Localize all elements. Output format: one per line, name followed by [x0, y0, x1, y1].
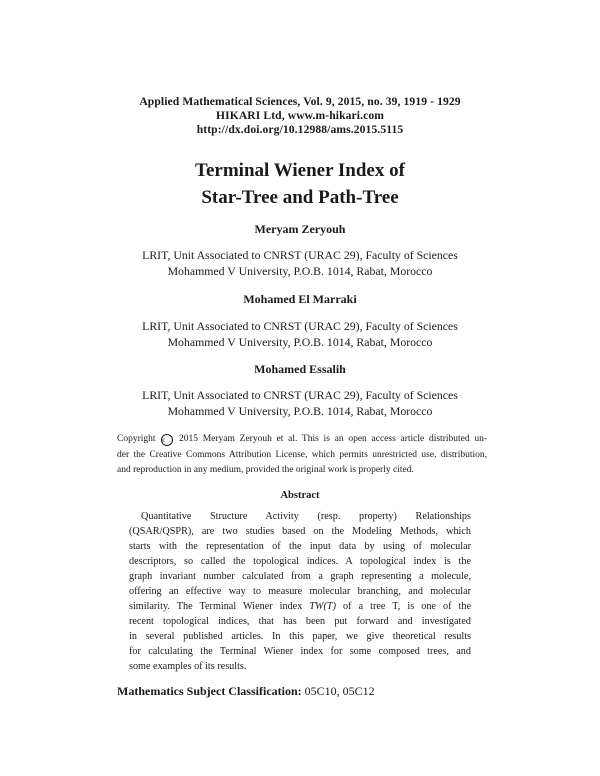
abstract-line: descriptors, so called the topological indices. A topological index is the	[129, 556, 471, 567]
copyright-text: 2015 Meryam Zeryouh et al. This is an open access article distributed un-	[179, 434, 488, 444]
publisher-line: HIKARI Ltd, www.m-hikari.com	[215, 109, 385, 122]
doi-link[interactable]: http://dx.doi.org/10.12988/ams.2015.5115	[196, 123, 404, 136]
author-name: Mohamed El Marraki	[243, 292, 357, 306]
abstract-text: of a tree T, is one of the	[343, 601, 471, 612]
msc-codes: 05C10, 05C12	[304, 684, 375, 698]
abstract-heading: Abstract	[280, 490, 320, 501]
msc-label: Mathematics Subject Classification:	[117, 684, 302, 698]
copyright-line3: and reproduction in any medium, provided the original work is properly cited.	[117, 465, 414, 475]
math-expression: TW(T)	[309, 601, 336, 612]
abstract-line: (QSAR/QSPR), are two studies based on the Modeling Methods, which	[129, 526, 471, 537]
abstract-line: starts with the representation of the input data by using of molecular	[129, 541, 471, 552]
abstract-line: Quantitative Structure Activity (resp. property) Relationships	[141, 511, 471, 522]
abstract-line: in several published articles. In this paper, we give theoretical results	[129, 631, 471, 642]
abstract-line: recent topological indices, that has been put forward and investigated	[129, 616, 471, 627]
abstract-line: graph invariant number calculated from a graph representing a molecule,	[129, 571, 471, 582]
copyright-icon: c	[161, 434, 173, 446]
abstract-line: offering an effective way to measure molecular branching, and molecular	[129, 586, 471, 597]
copyright-line1	[117, 434, 487, 446]
copyright-label: Copyright	[117, 434, 156, 444]
copyright-line2: der the Creative Commons Attribution License, which permits unrestricted use, distribution,	[117, 450, 487, 460]
abstract-text: similarity. The Terminal Wiener index	[129, 601, 303, 612]
author-name: Meryam Zeryouh	[254, 222, 346, 236]
author-affiliation-line1: LRIT, Unit Associated to CNRST (URAC 29), Faculty of Sciences	[142, 248, 458, 262]
paper-title-line2: Star-Tree and Path-Tree	[201, 187, 399, 208]
journal-citation: Applied Mathematical Sciences, Vol. 9, 2015, no. 39, 1919 - 1929	[139, 95, 461, 108]
author-affiliation-line2: Mohammed V University, P.O.B. 1014, Rabat, Morocco	[167, 335, 433, 349]
abstract-line: for calculating the Terminal Wiener index for some composed trees, and	[129, 646, 471, 657]
author-affiliation-line1: LRIT, Unit Associated to CNRST (URAC 29), Faculty of Sciences	[142, 319, 458, 333]
abstract-line	[129, 601, 471, 612]
author-affiliation-line2: Mohammed V University, P.O.B. 1014, Rabat, Morocco	[167, 264, 433, 278]
paper-title-line1: Terminal Wiener Index of	[195, 160, 405, 181]
msc-line	[117, 684, 375, 699]
author-name: Mohamed Essalih	[254, 362, 346, 376]
author-affiliation-line2: Mohammed V University, P.O.B. 1014, Rabat, Morocco	[167, 404, 433, 418]
abstract-line: some examples of its results.	[129, 661, 247, 672]
author-affiliation-line1: LRIT, Unit Associated to CNRST (URAC 29), Faculty of Sciences	[142, 388, 458, 402]
